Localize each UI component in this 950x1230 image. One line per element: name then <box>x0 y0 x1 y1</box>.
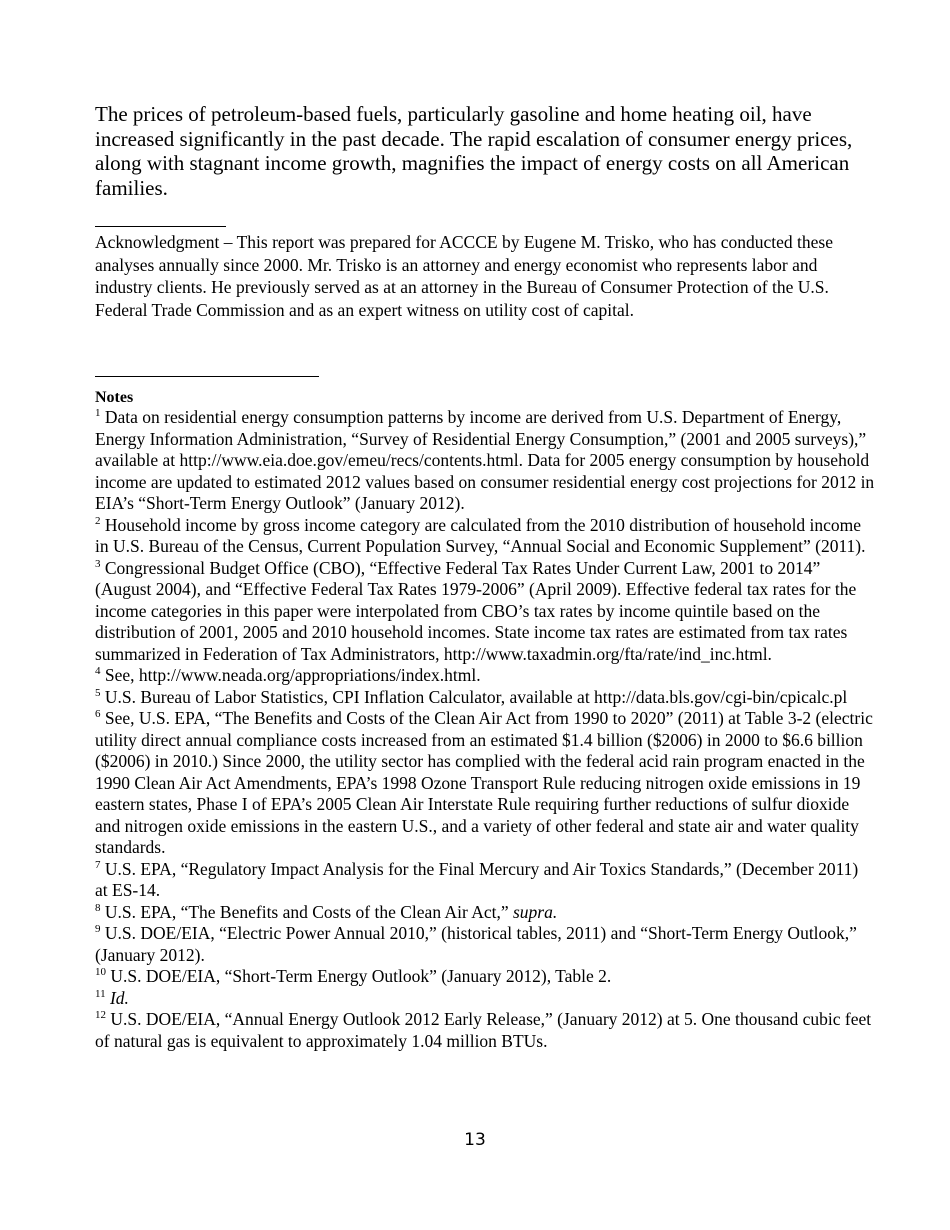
footnote-number: 8 <box>95 901 101 914</box>
acknowledgment-paragraph: Acknowledgment – This report was prepared for ACCCE by Eugene M. Trisko, who has conducted these analyses annually since 2000. Mr. Trisko is an attorney and energy economist who represents labor and industry clients. He previously served as at an attorney in the Bureau of Consumer Protection of the U.S. Federal Trade Commission and as an expert witness on utility cost of capital. <box>95 232 833 320</box>
footnote-number: 1 <box>95 407 101 420</box>
footnote-text: U.S. EPA, “Regulatory Impact Analysis for the Final Mercury and Air Toxics Standards,” (December 2011) at ES-14. <box>95 858 859 900</box>
footnote-text: U.S. DOE/EIA, “Short-Term Energy Outlook” (January 2012), Table 2. <box>110 966 612 986</box>
footnote-number: 3 <box>95 557 101 570</box>
footnote-text: U.S. EPA, “The Benefits and Costs of the Clean Air Act,” <box>104 901 513 922</box>
footnote-10 <box>95 966 875 988</box>
footnote-text: See, U.S. EPA, “The Benefits and Costs of the Clean Air Act from 1990 to 2020” (2011) at Table 3-2 (electric utility direct annual compliance costs increased from an estimated $1.4 billion ($2006) in 2000 to $6.6 billion ($2006) in 2010.) Since 2000, the utility sector has complied with the federal acid rain program enacted in the 1990 Clean Air Act Amendments, EPA’s 1998 Ozone Transport Rule reducing nitrogen oxide emissions in 19 eastern states, Phase I of EPA’s 2005 Clean Air Interstate Rule requiring further reductions of sulfur dioxide and nitrogen oxide emissions in the eastern U.S., and a variety of other federal and state air and water quality standards. <box>95 708 873 857</box>
footnote-number: 4 <box>95 665 101 678</box>
lead-paragraph: The prices of petroleum-based fuels, particularly gasoline and home heating oil, have increased significantly in the past decade. The rapid escalation of consumer energy prices, along with stagnant income growth, magnifies the impact of energy costs on all American families. <box>95 102 853 200</box>
footnote-italic-text: Id. <box>109 987 129 1008</box>
footnote-3 <box>95 558 875 666</box>
footnote-1 <box>95 407 875 515</box>
footnote-8 <box>95 902 875 924</box>
footnote-6 <box>95 708 875 859</box>
footnote-text: U.S. Bureau of Labor Statistics, CPI Inflation Calculator, available at http://data.bls.gov/cgi-bin/cpicalc.pl <box>104 686 848 707</box>
footnote-number: 9 <box>95 923 101 936</box>
footnote-7 <box>95 859 875 902</box>
footnote-italic-text: supra. <box>513 901 558 922</box>
footnote-number: 11 <box>95 987 106 1000</box>
footnote-text: Data on residential energy consumption patterns by income are derived from U.S. Department of Energy, Energy Information Administration, “Survey of Residential Energy Consumption,” (2001 and 2005 surveys),” available at http://www.eia.doe.gov/emeu/recs/contents.html. Data for 2005 energy consumption by household income are updated to estimated 2012 values based on consumer residential energy cost projections for 2012 in EIA’s “Short-Term Energy Outlook” (January 2012). <box>95 407 875 513</box>
footnote-5 <box>95 687 875 709</box>
footnote-text: Household income by gross income category are calculated from the 2010 distribution of household income in U.S. Bureau of the Census, Current Population Survey, “Annual Social and Economic Supplement” (2011). <box>95 514 866 556</box>
footnote-number: 5 <box>95 686 101 699</box>
notes-list <box>95 407 875 1052</box>
footnote-number: 7 <box>95 858 101 871</box>
footnote-text: See, http://www.neada.org/appropriations/index.html. <box>104 665 481 685</box>
footnote-number: 10 <box>95 966 106 979</box>
footnote-11 <box>95 988 875 1010</box>
footnote-4 <box>95 665 875 687</box>
page-number: 13 <box>464 1130 486 1150</box>
lead-divider <box>95 226 226 227</box>
page-body <box>95 102 875 1052</box>
notes-divider <box>95 376 319 377</box>
footnote-number: 6 <box>95 708 101 721</box>
footnote-text: U.S. DOE/EIA, “Annual Energy Outlook 2012 Early Release,” (January 2012) at 5. One thousand cubic feet of natural gas is equivalent to approximately 1.04 million BTUs. <box>95 1009 872 1051</box>
footnote-number: 2 <box>95 514 101 527</box>
footnote-number: 12 <box>95 1009 106 1022</box>
notes-heading: Notes <box>95 389 134 406</box>
footnote-12 <box>95 1009 875 1052</box>
footnote-9 <box>95 923 875 966</box>
footnote-text: Congressional Budget Office (CBO), “Effective Federal Tax Rates Under Current Law, 2001 to 2014” (August 2004), and “Effective Federal Tax Rates 1979-2006” (April 2009). Effective federal tax rates for the income categories in this paper were interpolated from CBO’s tax rates by income quintile based on the distribution of 2001, 2005 and 2010 household incomes. State income tax rates are estimated from tax rates summarized in Federation of Tax Administrators, http://www.taxadmin.org/fta/rate/ind_inc.html. <box>95 557 857 664</box>
footnote-2 <box>95 515 875 558</box>
footnote-text: U.S. DOE/EIA, “Electric Power Annual 2010,” (historical tables, 2011) and “Short-Term Energy Outlook,” (January 2012). <box>95 923 857 965</box>
